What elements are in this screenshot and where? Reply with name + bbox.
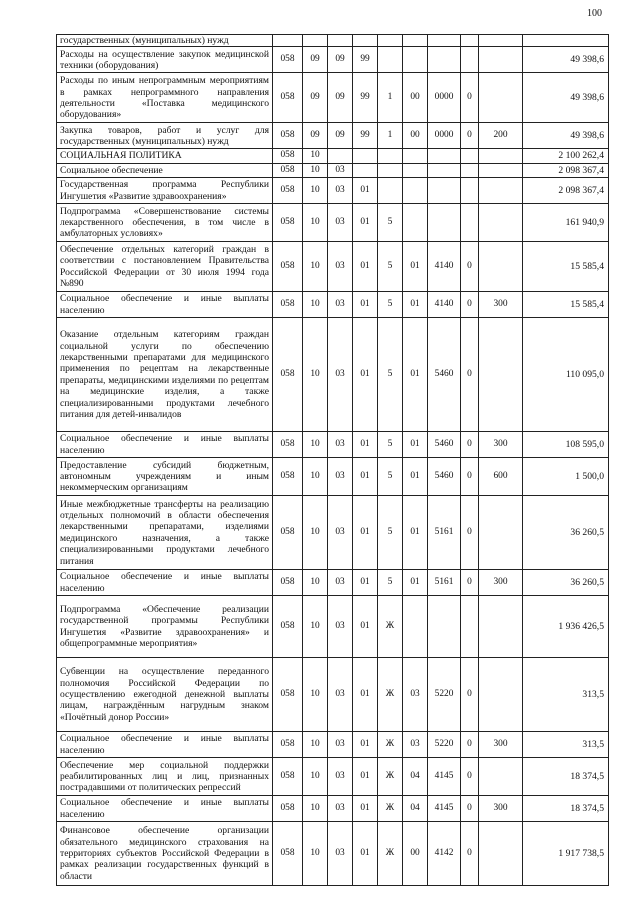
- table-row: [57, 796, 609, 822]
- event-code-cell: [403, 204, 428, 242]
- program-code-cell: 01: [353, 432, 378, 458]
- section-code-cell: 10: [303, 149, 328, 163]
- amount-cell: 15 585,4: [523, 292, 609, 318]
- expense-type-cell: [479, 242, 523, 292]
- ministry-code-cell: 058: [273, 658, 303, 732]
- event-code-cell: 01: [403, 292, 428, 318]
- table-row: [57, 204, 609, 242]
- program-code-cell: 01: [353, 758, 378, 796]
- subprogram-code-cell: 5: [378, 458, 403, 496]
- item-name-cell: государственных (муниципальных) нужд: [57, 35, 273, 47]
- program-code-cell: 99: [353, 123, 378, 149]
- amount-cell: 18 374,5: [523, 758, 609, 796]
- event-code-cell: 04: [403, 796, 428, 822]
- ministry-code-cell: 058: [273, 732, 303, 758]
- program-code-cell: [353, 35, 378, 47]
- ministry-code-cell: 058: [273, 596, 303, 658]
- amount-cell: 49 398,6: [523, 123, 609, 149]
- direction-code-cell: 5460: [428, 458, 461, 496]
- table-row: [57, 123, 609, 149]
- amount-cell: 2 100 262,4: [523, 149, 609, 163]
- amount-cell: 313,5: [523, 732, 609, 758]
- subsection-code-cell: 09: [328, 73, 353, 123]
- table-row: [57, 732, 609, 758]
- event-code-cell: [403, 47, 428, 73]
- item-name-cell: Подпрограмма «Совершенствование системы лекарственного обеспечения, в том числе в амбулаторных условиях»: [57, 204, 273, 242]
- event-code-cell: 01: [403, 570, 428, 596]
- amount-cell: 1 500,0: [523, 458, 609, 496]
- amount-cell: 108 595,0: [523, 432, 609, 458]
- subsection-code-cell: 03: [328, 204, 353, 242]
- direction-code-cell: 4145: [428, 758, 461, 796]
- direction-sub-code-cell: 0: [461, 758, 479, 796]
- budget-table: [56, 34, 609, 886]
- event-code-cell: [403, 35, 428, 47]
- direction-sub-code-cell: 0: [461, 242, 479, 292]
- subsection-code-cell: 03: [328, 758, 353, 796]
- ministry-code-cell: 058: [273, 570, 303, 596]
- section-code-cell: 10: [303, 318, 328, 432]
- subsection-code-cell: 03: [328, 732, 353, 758]
- subprogram-code-cell: 5: [378, 242, 403, 292]
- expense-type-cell: 200: [479, 123, 523, 149]
- program-code-cell: 99: [353, 73, 378, 123]
- item-name-cell: Социальное обеспечение и иные выплаты населению: [57, 796, 273, 822]
- event-code-cell: [403, 163, 428, 177]
- amount-cell: 18 374,5: [523, 796, 609, 822]
- program-code-cell: 01: [353, 318, 378, 432]
- expense-type-cell: 300: [479, 570, 523, 596]
- direction-code-cell: 5460: [428, 318, 461, 432]
- program-code-cell: 01: [353, 292, 378, 318]
- subprogram-code-cell: Ж: [378, 658, 403, 732]
- section-code-cell: 10: [303, 732, 328, 758]
- expense-type-cell: [479, 758, 523, 796]
- direction-sub-code-cell: [461, 178, 479, 204]
- program-code-cell: 01: [353, 732, 378, 758]
- section-code-cell: 10: [303, 242, 328, 292]
- direction-code-cell: [428, 47, 461, 73]
- subprogram-code-cell: [378, 178, 403, 204]
- amount-cell: 161 940,9: [523, 204, 609, 242]
- table-row: [57, 292, 609, 318]
- expense-type-cell: [479, 658, 523, 732]
- amount-cell: 1 917 738,5: [523, 822, 609, 886]
- section-code-cell: 10: [303, 596, 328, 658]
- direction-sub-code-cell: 0: [461, 496, 479, 570]
- expense-type-cell: [479, 47, 523, 73]
- ministry-code-cell: 058: [273, 47, 303, 73]
- direction-sub-code-cell: 0: [461, 318, 479, 432]
- item-name-cell: Расходы на осуществление закупок медицинской техники (оборудования): [57, 47, 273, 73]
- expense-type-cell: [479, 149, 523, 163]
- subprogram-code-cell: [378, 149, 403, 163]
- subsection-code-cell: [328, 35, 353, 47]
- subsection-code-cell: 03: [328, 242, 353, 292]
- subsection-code-cell: 03: [328, 292, 353, 318]
- direction-code-cell: [428, 163, 461, 177]
- table-row: [57, 596, 609, 658]
- subprogram-code-cell: 5: [378, 432, 403, 458]
- expense-type-cell: 300: [479, 432, 523, 458]
- event-code-cell: 01: [403, 432, 428, 458]
- direction-code-cell: 0000: [428, 73, 461, 123]
- program-code-cell: 01: [353, 178, 378, 204]
- subsection-code-cell: 03: [328, 432, 353, 458]
- amount-cell: 313,5: [523, 658, 609, 732]
- event-code-cell: 01: [403, 458, 428, 496]
- subprogram-code-cell: 1: [378, 73, 403, 123]
- ministry-code-cell: 058: [273, 822, 303, 886]
- budget-table-body: [57, 35, 609, 886]
- table-row: [57, 432, 609, 458]
- subprogram-code-cell: Ж: [378, 732, 403, 758]
- table-row: [57, 458, 609, 496]
- subprogram-code-cell: 5: [378, 570, 403, 596]
- section-code-cell: 10: [303, 292, 328, 318]
- table-row: [57, 178, 609, 204]
- direction-sub-code-cell: 0: [461, 732, 479, 758]
- direction-code-cell: 5161: [428, 570, 461, 596]
- item-name-cell: Подпрограмма «Обеспечение реализации государственной программы Республики Ингушетия «Развитие здравоохранения» и общепрограммные мероприятия»: [57, 596, 273, 658]
- item-name-cell: Социальное обеспечение и иные выплаты населению: [57, 732, 273, 758]
- table-row: [57, 658, 609, 732]
- program-code-cell: 01: [353, 204, 378, 242]
- expense-type-cell: [479, 318, 523, 432]
- expense-type-cell: [479, 496, 523, 570]
- direction-sub-code-cell: 0: [461, 822, 479, 886]
- section-code-cell: 09: [303, 47, 328, 73]
- subprogram-code-cell: 5: [378, 204, 403, 242]
- section-code-cell: 10: [303, 163, 328, 177]
- event-code-cell: 03: [403, 732, 428, 758]
- direction-code-cell: 5460: [428, 432, 461, 458]
- event-code-cell: [403, 596, 428, 658]
- section-code-cell: 10: [303, 204, 328, 242]
- amount-cell: 49 398,6: [523, 73, 609, 123]
- subsection-code-cell: 03: [328, 570, 353, 596]
- ministry-code-cell: 058: [273, 73, 303, 123]
- expense-type-cell: [479, 163, 523, 177]
- expense-type-cell: 300: [479, 796, 523, 822]
- ministry-code-cell: 058: [273, 458, 303, 496]
- item-name-cell: Социальное обеспечение и иные выплаты населению: [57, 432, 273, 458]
- item-name-cell: Социальное обеспечение: [57, 163, 273, 177]
- direction-code-cell: 5220: [428, 732, 461, 758]
- amount-cell: 110 095,0: [523, 318, 609, 432]
- direction-sub-code-cell: [461, 35, 479, 47]
- ministry-code-cell: 058: [273, 242, 303, 292]
- section-code-cell: 10: [303, 758, 328, 796]
- subsection-code-cell: 03: [328, 496, 353, 570]
- direction-code-cell: 0000: [428, 123, 461, 149]
- subprogram-code-cell: [378, 163, 403, 177]
- ministry-code-cell: 058: [273, 163, 303, 177]
- amount-cell: 36 260,5: [523, 570, 609, 596]
- event-code-cell: [403, 178, 428, 204]
- item-name-cell: Социальное обеспечение и иные выплаты населению: [57, 292, 273, 318]
- event-code-cell: [403, 149, 428, 163]
- section-code-cell: 10: [303, 458, 328, 496]
- event-code-cell: 00: [403, 73, 428, 123]
- program-code-cell: 99: [353, 47, 378, 73]
- ministry-code-cell: 058: [273, 204, 303, 242]
- expense-type-cell: [479, 178, 523, 204]
- ministry-code-cell: 058: [273, 178, 303, 204]
- item-name-cell: Обеспечение отдельных категорий граждан в соответствии с постановлением Правительства Российской Федерации от 30 июля 1994 года №890: [57, 242, 273, 292]
- event-code-cell: 04: [403, 758, 428, 796]
- section-code-cell: [303, 35, 328, 47]
- direction-sub-code-cell: 0: [461, 458, 479, 496]
- direction-code-cell: [428, 596, 461, 658]
- table-row: [57, 35, 609, 47]
- table-row: [57, 242, 609, 292]
- direction-sub-code-cell: [461, 163, 479, 177]
- amount-cell: 15 585,4: [523, 242, 609, 292]
- subprogram-code-cell: 5: [378, 292, 403, 318]
- expense-type-cell: 300: [479, 732, 523, 758]
- direction-code-cell: 5220: [428, 658, 461, 732]
- direction-sub-code-cell: [461, 149, 479, 163]
- ministry-code-cell: 058: [273, 123, 303, 149]
- direction-sub-code-cell: 0: [461, 658, 479, 732]
- direction-sub-code-cell: [461, 204, 479, 242]
- subprogram-code-cell: Ж: [378, 822, 403, 886]
- expense-type-cell: [479, 35, 523, 47]
- direction-sub-code-cell: 0: [461, 73, 479, 123]
- ministry-code-cell: [273, 35, 303, 47]
- event-code-cell: 00: [403, 822, 428, 886]
- table-row: [57, 822, 609, 886]
- direction-sub-code-cell: 0: [461, 432, 479, 458]
- expense-type-cell: [479, 596, 523, 658]
- program-code-cell: 01: [353, 822, 378, 886]
- table-row: [57, 73, 609, 123]
- subsection-code-cell: 09: [328, 123, 353, 149]
- table-row: [57, 149, 609, 163]
- amount-cell: [523, 35, 609, 47]
- direction-code-cell: 4145: [428, 796, 461, 822]
- program-code-cell: [353, 163, 378, 177]
- amount-cell: 2 098 367,4: [523, 178, 609, 204]
- amount-cell: 1 936 426,5: [523, 596, 609, 658]
- amount-cell: 36 260,5: [523, 496, 609, 570]
- program-code-cell: 01: [353, 596, 378, 658]
- direction-code-cell: [428, 35, 461, 47]
- event-code-cell: 01: [403, 496, 428, 570]
- table-row: [57, 318, 609, 432]
- section-code-cell: 10: [303, 496, 328, 570]
- item-name-cell: Расходы по иным непрограммным мероприятиям в рамках непрограммного направления деятельности «Поставка медицинского оборудования»: [57, 73, 273, 123]
- item-name-cell: Предоставление субсидий бюджетным, автономным учреждениям и иным некоммерческим организациям: [57, 458, 273, 496]
- direction-sub-code-cell: 0: [461, 570, 479, 596]
- subprogram-code-cell: Ж: [378, 758, 403, 796]
- section-code-cell: 10: [303, 570, 328, 596]
- ministry-code-cell: 058: [273, 758, 303, 796]
- event-code-cell: 00: [403, 123, 428, 149]
- subsection-code-cell: 03: [328, 458, 353, 496]
- direction-code-cell: 4142: [428, 822, 461, 886]
- subprogram-code-cell: 5: [378, 496, 403, 570]
- subprogram-code-cell: Ж: [378, 796, 403, 822]
- direction-code-cell: [428, 149, 461, 163]
- item-name-cell: Социальное обеспечение и иные выплаты населению: [57, 570, 273, 596]
- item-name-cell: Обеспечение мер социальной поддержки реабилитированных лиц и лиц, признанных пострадавшими от политических репрессий: [57, 758, 273, 796]
- subsection-code-cell: 03: [328, 596, 353, 658]
- direction-code-cell: [428, 178, 461, 204]
- subprogram-code-cell: [378, 47, 403, 73]
- program-code-cell: [353, 149, 378, 163]
- subprogram-code-cell: Ж: [378, 596, 403, 658]
- expense-type-cell: [479, 822, 523, 886]
- item-name-cell: Финансовое обеспечение организации обязательного медицинского страхования на территориях субъектов Российской Федерации в рамках реализации государственных функций в области: [57, 822, 273, 886]
- table-row: [57, 570, 609, 596]
- page-number: 100: [587, 8, 602, 19]
- ministry-code-cell: 058: [273, 432, 303, 458]
- ministry-code-cell: 058: [273, 796, 303, 822]
- section-code-cell: 10: [303, 822, 328, 886]
- item-name-cell: СОЦИАЛЬНАЯ ПОЛИТИКА: [57, 149, 273, 163]
- expense-type-cell: 300: [479, 292, 523, 318]
- subprogram-code-cell: 5: [378, 318, 403, 432]
- ministry-code-cell: 058: [273, 496, 303, 570]
- ministry-code-cell: 058: [273, 318, 303, 432]
- item-name-cell: Закупка товаров, работ и услуг для государственных (муниципальных) нужд: [57, 123, 273, 149]
- subsection-code-cell: 09: [328, 47, 353, 73]
- event-code-cell: 01: [403, 318, 428, 432]
- ministry-code-cell: 058: [273, 149, 303, 163]
- amount-cell: 49 398,6: [523, 47, 609, 73]
- subprogram-code-cell: [378, 35, 403, 47]
- expense-type-cell: [479, 73, 523, 123]
- table-row: [57, 47, 609, 73]
- event-code-cell: 01: [403, 242, 428, 292]
- direction-code-cell: 4140: [428, 292, 461, 318]
- item-name-cell: Оказание отдельным категориям граждан социальной услуги по обеспечению лекарственными препаратами для медицинского применения по рецептам на лекарственные препараты, медицинскими изделиями по рецептам на медицинские изделия, а также специализированными продуктами лечебного питания для детей-инвалидов: [57, 318, 273, 432]
- program-code-cell: 01: [353, 496, 378, 570]
- subsection-code-cell: 03: [328, 796, 353, 822]
- subprogram-code-cell: 1: [378, 123, 403, 149]
- subsection-code-cell: 03: [328, 658, 353, 732]
- section-code-cell: 10: [303, 432, 328, 458]
- direction-sub-code-cell: 0: [461, 796, 479, 822]
- item-name-cell: Субвенции на осуществление переданного полномочия Российской Федерации по осуществлению ежегодной денежной выплаты лицам, награждённым нагрудным знаком «Почётный донор России»: [57, 658, 273, 732]
- direction-code-cell: 5161: [428, 496, 461, 570]
- section-code-cell: 09: [303, 123, 328, 149]
- subsection-code-cell: 03: [328, 318, 353, 432]
- subsection-code-cell: [328, 149, 353, 163]
- direction-code-cell: [428, 204, 461, 242]
- event-code-cell: 03: [403, 658, 428, 732]
- section-code-cell: 09: [303, 73, 328, 123]
- subsection-code-cell: 03: [328, 178, 353, 204]
- item-name-cell: Иные межбюджетные трансферты на реализацию отдельных полномочий в области обеспечения лекарственными препаратами, изделиями медицинского назначения, а также специализированными продуктами лечебного питания: [57, 496, 273, 570]
- program-code-cell: 01: [353, 242, 378, 292]
- program-code-cell: 01: [353, 796, 378, 822]
- expense-type-cell: 600: [479, 458, 523, 496]
- item-name-cell: Государственная программа Республики Ингушетия «Развитие здравоохранения»: [57, 178, 273, 204]
- program-code-cell: 01: [353, 658, 378, 732]
- direction-sub-code-cell: [461, 596, 479, 658]
- program-code-cell: 01: [353, 570, 378, 596]
- subsection-code-cell: 03: [328, 822, 353, 886]
- section-code-cell: 10: [303, 658, 328, 732]
- program-code-cell: 01: [353, 458, 378, 496]
- direction-code-cell: 4140: [428, 242, 461, 292]
- ministry-code-cell: 058: [273, 292, 303, 318]
- amount-cell: 2 098 367,4: [523, 163, 609, 177]
- subsection-code-cell: 03: [328, 163, 353, 177]
- direction-sub-code-cell: 0: [461, 292, 479, 318]
- section-code-cell: 10: [303, 178, 328, 204]
- section-code-cell: 10: [303, 796, 328, 822]
- table-row: [57, 758, 609, 796]
- table-row: [57, 496, 609, 570]
- table-row: [57, 163, 609, 177]
- direction-sub-code-cell: [461, 47, 479, 73]
- direction-sub-code-cell: 0: [461, 123, 479, 149]
- expense-type-cell: [479, 204, 523, 242]
